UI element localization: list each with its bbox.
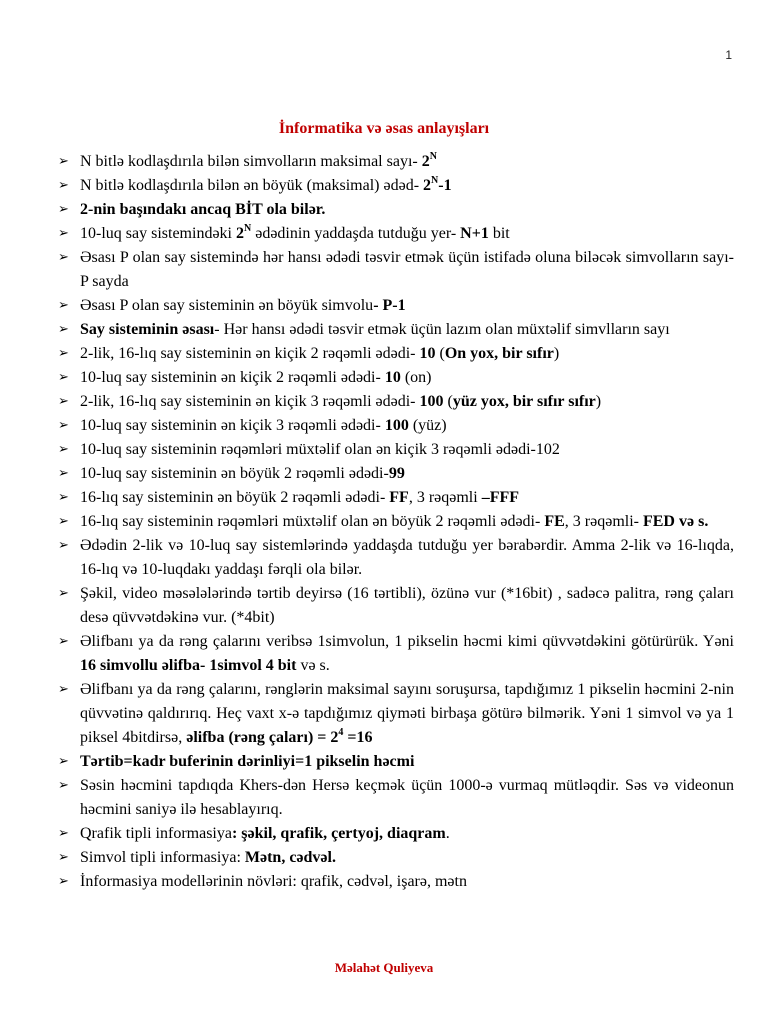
bold-text: 10 bbox=[384, 369, 401, 386]
page-number: 1 bbox=[725, 48, 732, 62]
list-item bbox=[58, 870, 734, 894]
bold-text: N+1 bbox=[460, 225, 489, 242]
superscript: N bbox=[431, 175, 439, 186]
arrowhead-bullet-icon: ➢ bbox=[58, 370, 69, 385]
superscript: N bbox=[243, 223, 252, 234]
bold-text: 16 simvollu əlifba- 1simvol 4 bit bbox=[80, 657, 297, 674]
text: ( bbox=[443, 393, 453, 410]
text: (on) bbox=[400, 369, 432, 386]
list-item bbox=[58, 462, 734, 486]
arrowhead-bullet-icon: ➢ bbox=[58, 538, 69, 553]
bold-text: yüz yox, bir sıfır sıfır bbox=[452, 393, 596, 410]
list-item bbox=[58, 366, 734, 390]
text: Əsası P olan say sistemində hər hansı ədədi təsvir etmək üçün istifadə oluna biləcək simvolların sayı-P sayda bbox=[80, 249, 734, 290]
text: Səsin həcmini tapdıqda Khers-dən Hersə keçmək üçün 1000-ə vurmaq mütləqdir. Səs və videonun həcmini saniyə ilə hesablayırıq. bbox=[80, 777, 734, 818]
bold-text: : şəkil, qrafik, çertyoj, diaqram bbox=[231, 825, 446, 842]
list-item bbox=[58, 678, 734, 750]
bold-text: - P-1 bbox=[373, 297, 406, 314]
bold-text: 10 bbox=[419, 345, 436, 362]
bold-text: FED və s. bbox=[642, 513, 709, 530]
list-item bbox=[58, 222, 734, 246]
list-item bbox=[58, 774, 734, 822]
text: 16-lıq say sisteminin ən böyük 2 rəqəmli ədədi- bbox=[80, 489, 390, 506]
text: ( bbox=[435, 345, 445, 362]
text: ) bbox=[553, 345, 560, 362]
text: 10-luq say sisteminin ən kiçik 2 rəqəmli ədədi- bbox=[80, 369, 385, 386]
list-item bbox=[58, 510, 734, 534]
arrowhead-bullet-icon: ➢ bbox=[58, 346, 69, 361]
text: və s. bbox=[296, 657, 330, 674]
text: N bitlə kodlaşdırıla bilən simvolların maksimal sayı- bbox=[80, 153, 422, 170]
list-item bbox=[58, 174, 734, 198]
text: İnformasiya modellərinin növləri: qrafik, cədvəl, işarə, mətn bbox=[80, 873, 467, 890]
bold-text: FE bbox=[544, 513, 565, 530]
text: 10-luq say sisteminin rəqəmləri müxtəlif olan ən kiçik 3 rəqəmli ədədi-102 bbox=[80, 441, 560, 458]
text: ədədinin yaddaşda tutduğu yer- bbox=[251, 225, 461, 242]
text: 10-luq say sisteminin ən böyük 2 rəqəmli ədədi- bbox=[80, 465, 389, 482]
list-item bbox=[58, 846, 734, 870]
arrowhead-bullet-icon: ➢ bbox=[58, 394, 69, 409]
bold-text: əlifba (rəng çaları) = 2 bbox=[186, 729, 339, 746]
arrowhead-bullet-icon: ➢ bbox=[58, 778, 69, 793]
bold-text: Mətn, cədvəl. bbox=[244, 849, 336, 866]
bold-text: 2 bbox=[421, 153, 430, 170]
text: Əlifbanı ya da rəng çalarını veribsə 1simvolun, 1 pikselin həcmi kimi qüvvətdəkini götürürük. Yəni bbox=[80, 633, 734, 650]
arrowhead-bullet-icon: ➢ bbox=[58, 466, 69, 481]
bold-text: 99 bbox=[388, 465, 405, 482]
bold-text: 2 bbox=[423, 177, 432, 194]
arrowhead-bullet-icon: ➢ bbox=[58, 154, 69, 169]
list-item bbox=[58, 150, 734, 174]
text: Əsası P olan say sisteminin ən böyük simvolu bbox=[80, 297, 374, 314]
text: N bitlə kodlaşdırıla bilən ən böyük (maksimal) ədəd- bbox=[80, 177, 424, 194]
bold-text: FF bbox=[389, 489, 409, 506]
author-signature: Məlahət Quliyeva bbox=[334, 960, 434, 975]
arrowhead-bullet-icon: ➢ bbox=[58, 250, 69, 265]
arrowhead-bullet-icon: ➢ bbox=[58, 178, 69, 193]
list-item bbox=[58, 318, 734, 342]
superscript: 4 bbox=[338, 727, 344, 738]
bold-text: On yox, bir sıfır bbox=[444, 345, 554, 362]
text: , 3 rəqəmli bbox=[408, 489, 482, 506]
text: 2-lik, 16-lıq say sisteminin ən kiçik 3 rəqəmli ədədi- bbox=[80, 393, 420, 410]
arrowhead-bullet-icon: ➢ bbox=[58, 634, 69, 649]
text: Qrafik tipli informasiya bbox=[80, 825, 232, 842]
bold-text: 100 bbox=[419, 393, 444, 410]
list-item bbox=[58, 294, 734, 318]
list-item bbox=[58, 246, 734, 294]
list-item bbox=[58, 390, 734, 414]
text: - Hər hansı ədədi təsvir etmək üçün lazım olan müxtəlif simvlların sayı bbox=[214, 321, 670, 338]
text: 10-luq say sistemindəki bbox=[80, 225, 236, 242]
text: , 3 rəqəmli- bbox=[564, 513, 643, 530]
bold-text: –FFF bbox=[481, 489, 520, 506]
superscript: N bbox=[429, 151, 437, 162]
arrowhead-bullet-icon: ➢ bbox=[58, 850, 69, 865]
list-item bbox=[58, 486, 734, 510]
text: bit bbox=[488, 225, 510, 242]
arrowhead-bullet-icon: ➢ bbox=[58, 418, 69, 433]
arrowhead-bullet-icon: ➢ bbox=[58, 202, 69, 217]
list-item bbox=[58, 198, 734, 222]
text: Əlifbanı ya da rəng çalarını, rənglərin maksimal sayını soruşursa, tapdığımız 1 pikselin həcmini 2-nin qüvvətinə qaldırırıq. Heç vaxt x-ə tapdığımız qiyməti birbaşa götürə bilmərik. Yəni 1 simvol və ya 1 piksel 4bitdirsə, bbox=[80, 681, 734, 746]
list-item bbox=[58, 750, 734, 774]
arrowhead-bullet-icon: ➢ bbox=[58, 322, 69, 337]
arrowhead-bullet-icon: ➢ bbox=[58, 874, 69, 889]
text: Ədədin 2-lik və 10-luq say sistemlərində yaddaşda tutduğu yer bərabərdir. Amma 2-lik və 16-lıqda, 16-lıq və 10-luqdakı yaddaşı fərqli ola bilər. bbox=[80, 537, 734, 578]
list-item bbox=[58, 582, 734, 630]
text: ) bbox=[595, 393, 602, 410]
list-item bbox=[58, 534, 734, 582]
bullet-list bbox=[58, 150, 734, 894]
bold-text: =16 bbox=[343, 729, 373, 746]
bold-text: -1 bbox=[438, 177, 452, 194]
arrowhead-bullet-icon: ➢ bbox=[58, 586, 69, 601]
list-item bbox=[58, 822, 734, 846]
list-item bbox=[58, 414, 734, 438]
list-item bbox=[58, 438, 734, 462]
arrowhead-bullet-icon: ➢ bbox=[58, 754, 69, 769]
document-title: İnformatika və əsas anlayışları bbox=[278, 120, 490, 137]
list-item bbox=[58, 630, 734, 678]
arrowhead-bullet-icon: ➢ bbox=[58, 826, 69, 841]
bold-text: 100 bbox=[384, 417, 409, 434]
text: . bbox=[445, 825, 450, 842]
bold-text: Say sisteminin əsası bbox=[80, 321, 215, 338]
text: Şəkil, video məsələlərində tərtib deyirsə (16 tərtibli), özünə vur (*16bit) , sadəcə palitra, rəng çaları desə qüvvətdəkinə vur. (*4bit) bbox=[80, 585, 734, 626]
arrowhead-bullet-icon: ➢ bbox=[58, 226, 69, 241]
text: (yüz) bbox=[408, 417, 447, 434]
arrowhead-bullet-icon: ➢ bbox=[58, 298, 69, 313]
text: Simvol tipli informasiya: bbox=[80, 849, 245, 866]
arrowhead-bullet-icon: ➢ bbox=[58, 442, 69, 457]
arrowhead-bullet-icon: ➢ bbox=[58, 514, 69, 529]
bold-text: Tərtib=kadr buferinin dərinliyi=1 pikselin həcmi bbox=[80, 753, 415, 770]
text: 10-luq say sisteminin ən kiçik 3 rəqəmli ədədi- bbox=[80, 417, 385, 434]
bold-text: 2-nin başındakı ancaq BİT ola bilər. bbox=[80, 201, 326, 218]
bold-text: 2 bbox=[235, 225, 244, 242]
text: 2-lik, 16-lıq say sisteminin ən kiçik 2 rəqəmli ədədi- bbox=[80, 345, 420, 362]
arrowhead-bullet-icon: ➢ bbox=[58, 682, 69, 697]
text: 16-lıq say sisteminin rəqəmləri müxtəlif olan ən böyük 2 rəqəmli ədədi- bbox=[80, 513, 545, 530]
list-item bbox=[58, 342, 734, 366]
arrowhead-bullet-icon: ➢ bbox=[58, 490, 69, 505]
